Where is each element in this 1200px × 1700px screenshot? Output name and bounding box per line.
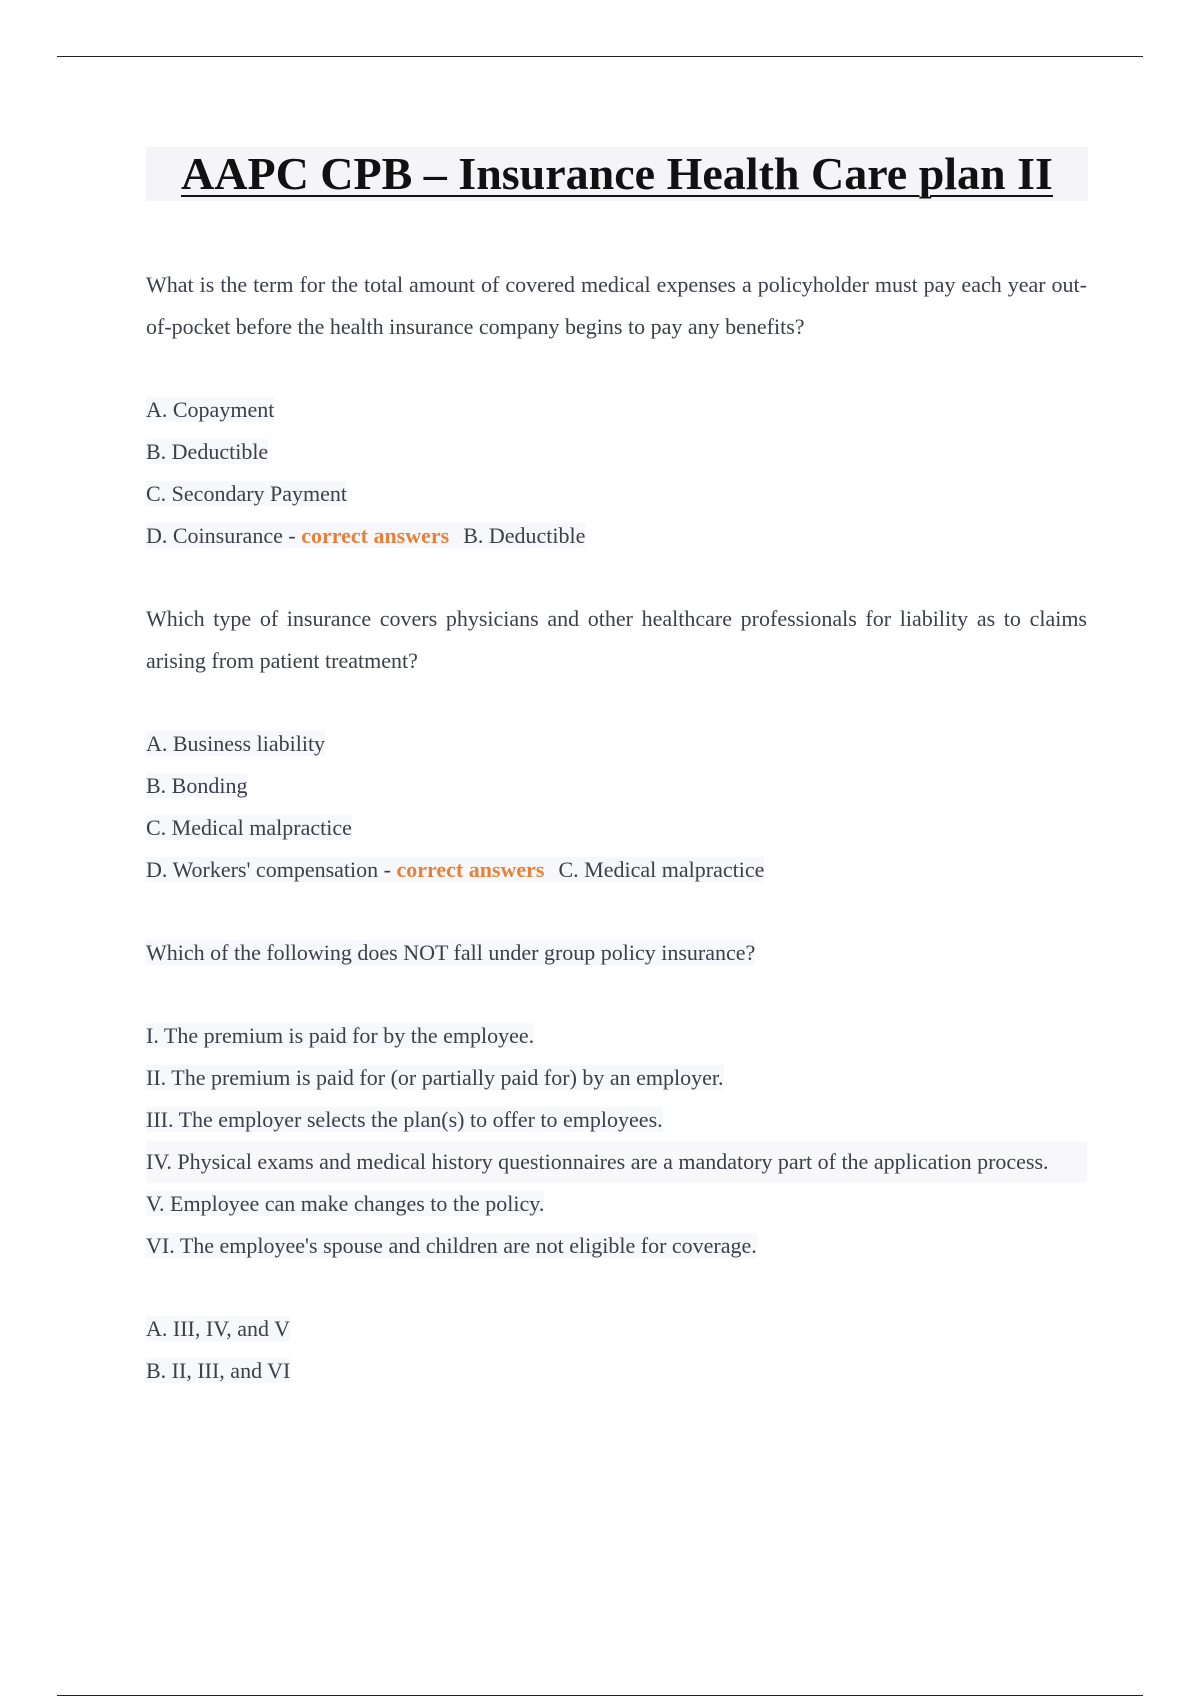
- option-item: B. Deductible: [146, 439, 269, 464]
- header-rule: [57, 56, 1143, 57]
- title-block: [146, 147, 1088, 201]
- option-item: B. II, III, and VI: [146, 1358, 291, 1383]
- question-prompt: What is the term for the total amount of covered medical expenses a policyholder must pay each year out-of-pocket before the health insurance company begins to pay any benefits?: [146, 272, 1087, 339]
- statement-item: I. The premium is paid for by the employee.: [146, 1023, 535, 1048]
- statement-item: VI. The employee's spouse and children are not eligible for coverage.: [146, 1233, 757, 1258]
- answer-text: B. Deductible: [463, 523, 586, 548]
- option-item: A. III, IV, and V: [146, 1316, 290, 1341]
- question-3: [146, 932, 1087, 1392]
- correct-answers-label: correct answers: [301, 523, 450, 548]
- option-text: D. Workers' compensation -: [146, 857, 397, 882]
- statement-item: II. The premium is paid for (or partially paid for) by an employer.: [146, 1065, 724, 1090]
- question-2: [146, 598, 1087, 891]
- statement-item: IV. Physical exams and medical history questionnaires are a mandatory part of the application process.: [146, 1141, 1087, 1183]
- answer-text: C. Medical malpractice: [558, 857, 765, 882]
- option-with-answer: [146, 849, 1087, 891]
- option-text: D. Coinsurance -: [146, 523, 302, 548]
- option-with-answer: [146, 515, 1087, 557]
- option-item: C. Medical malpractice: [146, 815, 352, 840]
- statement-item: III. The employer selects the plan(s) to offer to employees.: [146, 1107, 663, 1132]
- document-body: [146, 264, 1087, 1392]
- option-item: A. Business liability: [146, 731, 326, 756]
- footer-rule: [57, 1695, 1143, 1696]
- statement-item: V. Employee can make changes to the policy.: [146, 1191, 545, 1216]
- question-prompt: Which type of insurance covers physicians and other healthcare professionals for liability as to claims arising from patient treatment?: [146, 606, 1087, 673]
- question-1: [146, 264, 1087, 557]
- document-title: AAPC CPB – Insurance Health Care plan II: [181, 148, 1053, 199]
- option-item: A. Copayment: [146, 397, 275, 422]
- option-item: C. Secondary Payment: [146, 481, 348, 506]
- question-prompt: Which of the following does NOT fall under group policy insurance?: [146, 940, 756, 965]
- option-item: B. Bonding: [146, 773, 248, 798]
- correct-answers-label: correct answers: [396, 857, 545, 882]
